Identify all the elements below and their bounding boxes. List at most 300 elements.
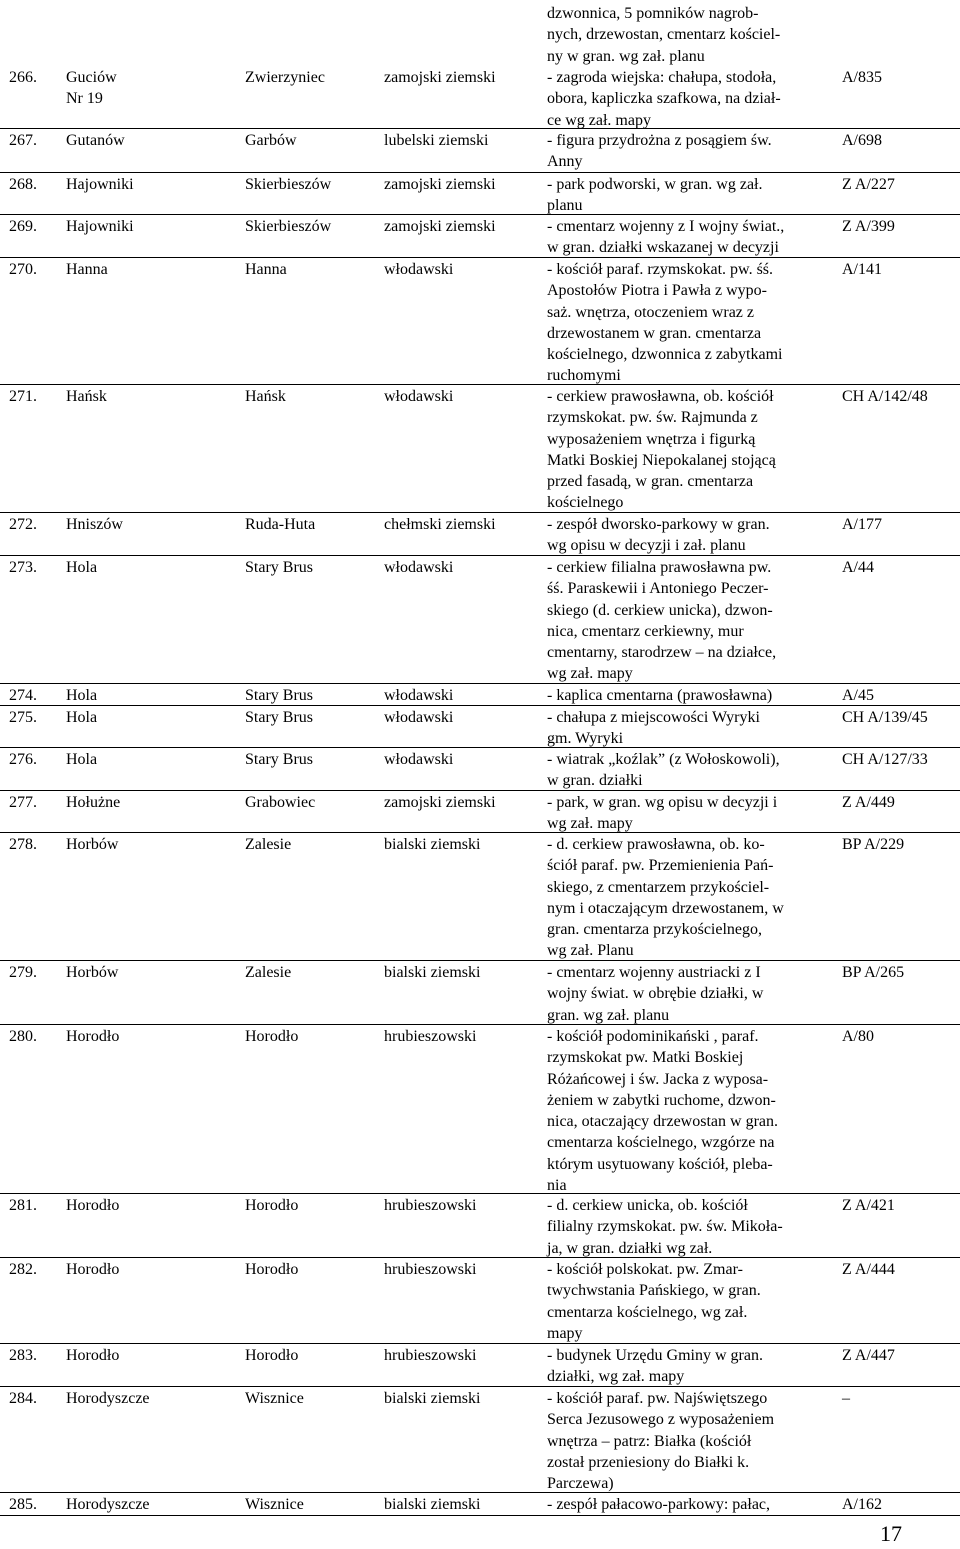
locality-line: Hniszów	[66, 516, 123, 533]
row-separator	[0, 257, 960, 258]
commune-line: Skierbieszów	[245, 218, 332, 235]
object-description	[547, 1195, 783, 1259]
locality-line: Hola	[66, 751, 98, 768]
county	[384, 792, 496, 813]
object-description-line: wg zał. mapy	[547, 665, 633, 683]
register-number	[842, 707, 928, 728]
register-number	[842, 259, 882, 280]
locality	[66, 792, 120, 813]
commune	[245, 834, 291, 855]
object-description-line: planu	[547, 197, 583, 215]
county	[384, 685, 453, 706]
county	[384, 557, 453, 578]
object-description-line: obora, kapliczka szafkowa, na dział-	[547, 90, 781, 108]
commune-line: Hańsk	[245, 388, 286, 405]
commune	[245, 792, 315, 813]
object-description-line: gran. wg zał. planu	[547, 1006, 670, 1024]
object-description-line: cmentarny, starodrzew – na działce,	[547, 644, 777, 662]
commune-line: Garbów	[245, 132, 297, 149]
commune	[245, 130, 297, 151]
row-separator	[0, 1024, 960, 1025]
object-description-line: skiego (d. cerkiew unicka), dzwon-	[547, 601, 773, 619]
object-description-line: - figura przydrożna z posągiem św.	[547, 132, 772, 149]
locality	[66, 259, 108, 280]
register-number-line: CH A/142/48	[842, 388, 928, 405]
row-number-line: 281.	[9, 1197, 37, 1214]
object-description	[547, 834, 784, 962]
row-number	[9, 557, 37, 578]
object-description-line: ruchomymi	[547, 367, 621, 385]
object-description-line: Różańcowej i św. Jacka z wyposa-	[547, 1070, 769, 1088]
locality	[66, 1259, 119, 1280]
register-number	[842, 67, 882, 88]
page-number: 17	[880, 1521, 902, 1546]
register-number	[842, 685, 874, 706]
commune	[245, 962, 291, 983]
row-number	[9, 514, 37, 535]
object-description-line: rzymskokat pw. Matki Boskiej	[547, 1049, 744, 1067]
row-number-line: 271.	[9, 388, 37, 405]
object-description	[547, 749, 780, 792]
object-description-line: gran. cmentarza przykościelnego,	[547, 921, 763, 939]
county	[384, 834, 480, 855]
object-description	[547, 1494, 770, 1515]
object-description-line: Apostołów Piotra i Pawła z wypo-	[547, 282, 767, 300]
locality-line: Hołużne	[66, 794, 121, 811]
locality-line: Hola	[66, 559, 98, 576]
locality	[66, 1026, 119, 1047]
object-description-line: wg zał. Planu	[547, 942, 634, 960]
row-separator	[0, 747, 960, 748]
object-description-line: - wiatrak „koźlak” (z Wołoskowoli),	[547, 751, 780, 768]
commune	[245, 1345, 298, 1366]
locality	[66, 685, 97, 706]
commune-line: Horodło	[245, 1347, 299, 1364]
locality	[66, 1494, 150, 1515]
continuation-text-line: dzwonnica, 5 pomników nagrob-	[547, 5, 759, 22]
object-description-line: - kościół podominikański , paraf.	[547, 1028, 759, 1045]
commune-line: Zwierzyniec	[245, 69, 325, 86]
commune	[245, 1388, 304, 1409]
object-description-line: - zespół pałacowo-parkowy: pałac,	[547, 1496, 771, 1513]
object-description-line: filialny rzymskokat. pw. św. Mikoła-	[547, 1218, 783, 1236]
row-number-line: 267.	[9, 132, 37, 149]
row-number	[9, 962, 37, 983]
locality-line: Horodyszcze	[66, 1496, 150, 1513]
county	[384, 67, 496, 88]
row-separator	[0, 384, 960, 385]
object-description	[547, 1345, 763, 1388]
row-number-line: 283.	[9, 1347, 37, 1364]
county-line: włodawski	[384, 709, 454, 726]
row-number	[9, 792, 37, 813]
object-description	[547, 67, 781, 131]
object-description	[547, 707, 760, 750]
row-number	[9, 386, 37, 407]
object-description-line: saż. wnętrza, otoczeniem wraz z	[547, 303, 754, 321]
locality-line: Horodło	[66, 1261, 120, 1278]
commune-line: Stary Brus	[245, 751, 313, 768]
object-description-line: twychwstania Pańskiego, w gran.	[547, 1282, 761, 1300]
row-number	[9, 1259, 37, 1280]
object-description-line: - park podworski, w gran. wg zał.	[547, 176, 763, 193]
object-description-line: cmentarza kościelnego, wg zał.	[547, 1303, 748, 1321]
register-number	[842, 749, 928, 770]
row-number-line: 269.	[9, 218, 37, 235]
row-number-line: 275.	[9, 709, 37, 726]
locality	[66, 514, 123, 535]
commune	[245, 707, 313, 728]
county-line: zamojski ziemski	[384, 218, 496, 235]
locality	[66, 834, 118, 855]
locality-line: Horbów	[66, 964, 119, 981]
row-number	[9, 1195, 37, 1216]
row-number-line: 274.	[9, 687, 37, 704]
locality-line: Horodło	[66, 1197, 120, 1214]
row-number	[9, 834, 37, 855]
object-description	[547, 1388, 774, 1494]
register-number	[842, 792, 895, 813]
object-description-line: w gran. działki wskazanej w decyzji	[547, 239, 779, 257]
register-number	[842, 1345, 895, 1366]
commune-line: Zalesie	[245, 836, 292, 853]
row-separator	[0, 1257, 960, 1258]
county	[384, 1026, 476, 1047]
county	[384, 1195, 476, 1216]
commune	[245, 1195, 298, 1216]
register-number-line: A/45	[842, 687, 874, 704]
locality	[66, 962, 118, 983]
object-description-line: - chałupa z miejscowości Wyryki	[547, 709, 760, 726]
register-number-line: Z A/447	[842, 1347, 895, 1364]
row-number	[9, 749, 37, 770]
register-number-line: A/698	[842, 132, 882, 149]
commune-line: Horodło	[245, 1261, 299, 1278]
county-line: chełmski ziemski	[384, 516, 496, 533]
register-number-line: Z A/227	[842, 176, 895, 193]
county-line: włodawski	[384, 751, 454, 768]
locality	[66, 1195, 119, 1216]
commune	[245, 1026, 298, 1047]
object-description-line: Anny	[547, 153, 583, 171]
row-separator	[0, 214, 960, 215]
commune-line: Stary Brus	[245, 687, 313, 704]
row-separator	[0, 555, 960, 556]
register-number	[842, 1494, 882, 1515]
object-description-line: wojny świat. w obrębie działki, w	[547, 985, 764, 1003]
county	[384, 514, 496, 535]
row-number-line: 277.	[9, 794, 37, 811]
county	[384, 1388, 480, 1409]
locality-line: Hola	[66, 687, 98, 704]
object-description-line: działki, wg zał. mapy	[547, 1368, 685, 1386]
county-line: włodawski	[384, 559, 454, 576]
object-description-line: nia	[547, 1177, 567, 1195]
locality-line: Horbów	[66, 836, 119, 853]
object-description-line: drzewostanem w gran. cmentarza	[547, 324, 762, 342]
county	[384, 749, 453, 770]
county-line: włodawski	[384, 687, 454, 704]
register-number	[842, 1259, 895, 1280]
object-description-line: nica, otaczający drzewostan w gran.	[547, 1113, 778, 1131]
commune-line: Horodło	[245, 1197, 299, 1214]
row-number	[9, 707, 37, 728]
locality	[66, 216, 134, 237]
object-description	[547, 130, 772, 173]
object-description	[547, 1259, 761, 1344]
commune-line: Zalesie	[245, 964, 292, 981]
commune-line: Stary Brus	[245, 709, 313, 726]
commune	[245, 174, 331, 195]
register-number	[842, 1026, 874, 1047]
row-number-line: 278.	[9, 836, 37, 853]
object-description-line: kościelnego, dzwonnica z zabytkami	[547, 346, 783, 364]
row-number	[9, 1388, 37, 1409]
locality-line: Gutanów	[66, 132, 125, 149]
locality	[66, 130, 125, 151]
continuation-text-line: ny w gran. wg zał. planu	[547, 47, 705, 65]
commune-line: Hanna	[245, 261, 287, 278]
row-separator	[0, 832, 960, 833]
object-description	[547, 259, 782, 387]
register-number	[842, 514, 882, 535]
row-number-line: 268.	[9, 176, 37, 193]
register-number-line: BP A/229	[842, 836, 905, 853]
register-number	[842, 130, 882, 151]
register-number-line: –	[842, 1390, 850, 1407]
object-description-line: wg zał. mapy	[547, 815, 633, 833]
object-description-line: - park, w gran. wg opisu w decyzji i	[547, 794, 778, 811]
row-number-line: 284.	[9, 1390, 37, 1407]
county	[384, 1345, 476, 1366]
locality	[66, 1345, 119, 1366]
row-number-line: 276.	[9, 751, 37, 768]
county-line: bialski ziemski	[384, 836, 481, 853]
commune-line: Ruda-Huta	[245, 516, 316, 533]
object-description-line: - cmentarz wojenny austriacki z I	[547, 964, 761, 981]
row-separator	[0, 705, 960, 706]
register-number	[842, 174, 895, 195]
object-description	[547, 216, 784, 259]
locality-line: Hajowniki	[66, 176, 134, 193]
object-description	[547, 514, 770, 557]
object-description-line: - d. cerkiew unicka, ob. kościół	[547, 1197, 748, 1214]
county	[384, 259, 453, 280]
object-description-line: - cerkiew prawosławna, ob. kościół	[547, 388, 774, 405]
object-description-line: ce wg zał. mapy	[547, 111, 651, 129]
row-number-line: 282.	[9, 1261, 37, 1278]
register-number-line: Z A/449	[842, 794, 895, 811]
commune	[245, 67, 325, 88]
row-separator	[0, 790, 960, 791]
row-number-line: 270.	[9, 261, 37, 278]
object-description-line: skiego, z cmentarzem przykościel-	[547, 878, 770, 896]
row-number-line: 280.	[9, 1028, 37, 1045]
register-number-line: A/177	[842, 516, 882, 533]
row-number	[9, 1026, 37, 1047]
register-number	[842, 962, 904, 983]
register-number	[842, 216, 895, 237]
continuation-text	[547, 3, 780, 67]
object-description-line: kościelnego	[547, 494, 624, 512]
locality-line: Hanna	[66, 261, 108, 278]
register-number	[842, 834, 904, 855]
locality	[66, 386, 107, 407]
object-description-line: przed fasadą, w gran. cmentarza	[547, 473, 754, 491]
locality	[66, 174, 134, 195]
county-line: hrubieszowski	[384, 1028, 477, 1045]
commune-line: Stary Brus	[245, 559, 313, 576]
county-line: lubelski ziemski	[384, 132, 489, 149]
commune	[245, 685, 313, 706]
row-number	[9, 174, 37, 195]
county-line: zamojski ziemski	[384, 69, 496, 86]
county-line: bialski ziemski	[384, 1496, 481, 1513]
row-separator	[0, 172, 960, 173]
commune	[245, 1259, 298, 1280]
locality	[66, 557, 97, 578]
object-description-line: w gran. działki	[547, 772, 643, 790]
object-description	[547, 962, 763, 1026]
object-description-line: - zagroda wiejska: chałupa, stodoła,	[547, 69, 777, 86]
row-number-line: 285.	[9, 1496, 37, 1513]
locality-line: Horodło	[66, 1347, 120, 1364]
register-number-line: A/835	[842, 69, 882, 86]
commune	[245, 1494, 304, 1515]
row-separator	[0, 128, 960, 129]
county-line: hrubieszowski	[384, 1261, 477, 1278]
register-number	[842, 386, 928, 407]
register-number-line: Z A/399	[842, 218, 895, 235]
object-description-line: wyposażeniem wnętrza i figurką	[547, 430, 756, 448]
commune	[245, 749, 313, 770]
locality	[66, 67, 117, 110]
locality	[66, 1388, 150, 1409]
object-description-line: - kościół paraf. rzymskokat. pw. śś.	[547, 261, 774, 278]
object-description	[547, 557, 776, 685]
object-description-line: śś. Paraskewii i Antoniego Peczer-	[547, 580, 769, 598]
register-number-line: Z A/444	[842, 1261, 895, 1278]
locality-line: Horodło	[66, 1028, 120, 1045]
row-number	[9, 259, 37, 280]
commune-line: Wisznice	[245, 1390, 304, 1407]
locality-line: Hańsk	[66, 388, 107, 405]
locality-line: Nr 19	[66, 90, 103, 108]
row-number	[9, 1494, 37, 1515]
object-description-line: Matki Boskiej Niepokalanej stojącą	[547, 451, 776, 469]
commune	[245, 557, 313, 578]
row-separator	[0, 683, 960, 684]
register-number-line: CH A/127/33	[842, 751, 928, 768]
row-number	[9, 685, 37, 706]
object-description-line: nym i otaczającym drzewostanem, w	[547, 899, 784, 917]
object-description-line: żeniem w zabytki ruchome, dzwon-	[547, 1091, 776, 1109]
object-description-line: - kościół polskokat. pw. Zmar-	[547, 1261, 743, 1278]
commune-line: Horodło	[245, 1028, 299, 1045]
object-description-line: - kaplica cmentarna (prawosławna)	[547, 687, 773, 704]
county	[384, 216, 496, 237]
register-number	[842, 1388, 850, 1409]
object-description-line: ściół paraf. pw. Przemienienia Pań-	[547, 857, 774, 875]
object-description-line: - cerkiew filialna prawosławna pw.	[547, 559, 772, 576]
object-description	[547, 174, 763, 217]
object-description-line: - d. cerkiew prawosławna, ob. ko-	[547, 836, 765, 853]
register-number-line: A/44	[842, 559, 874, 576]
continuation-text-line: nych, drzewostan, cmentarz kościel-	[547, 26, 781, 44]
county-line: zamojski ziemski	[384, 794, 496, 811]
object-description-line: - budynek Urzędu Gminy w gran.	[547, 1347, 763, 1364]
county-line: hrubieszowski	[384, 1347, 477, 1364]
row-separator	[0, 1492, 960, 1493]
county-line: hrubieszowski	[384, 1197, 477, 1214]
row-number	[9, 216, 37, 237]
object-description	[547, 386, 776, 514]
object-description-line: mapy	[547, 1324, 583, 1342]
county	[384, 1259, 476, 1280]
object-description-line: nica, cmentarz cerkiewny, mur	[547, 622, 744, 640]
object-description-line: - zespół dworsko-parkowy w gran.	[547, 516, 770, 533]
object-description	[547, 792, 777, 835]
register-number-line: A/162	[842, 1496, 882, 1513]
object-description-line: którym usytuowany kościół, pleba-	[547, 1155, 773, 1173]
register-number-line: Z A/421	[842, 1197, 895, 1214]
commune-line: Wisznice	[245, 1496, 304, 1513]
row-separator	[0, 512, 960, 513]
county	[384, 174, 496, 195]
object-description-line: - cmentarz wojenny z I wojny świat.,	[547, 218, 785, 235]
county	[384, 130, 488, 151]
locality	[66, 749, 97, 770]
locality-line: Guciów	[66, 69, 117, 86]
object-description-line: wg opisu w decyzji i zał. planu	[547, 537, 746, 555]
commune-line: Grabowiec	[245, 794, 316, 811]
register-number	[842, 557, 874, 578]
row-number	[9, 67, 37, 88]
register-number-line: BP A/265	[842, 964, 905, 981]
row-separator	[0, 960, 960, 961]
object-description-line: rzymskokat. pw. św. Rajmunda z	[547, 409, 758, 427]
county	[384, 1494, 480, 1515]
commune	[245, 216, 331, 237]
object-description	[547, 685, 772, 706]
county-line: włodawski	[384, 261, 454, 278]
row-number-line: 272.	[9, 516, 37, 533]
object-description-line: - kościół paraf. pw. Najświętszego	[547, 1390, 768, 1407]
object-description-line: ja, w gran. działki wg zał.	[547, 1239, 713, 1257]
commune	[245, 259, 287, 280]
county	[384, 386, 453, 407]
object-description-line: Serca Jezusowego z wyposażeniem	[547, 1411, 775, 1429]
row-number	[9, 1345, 37, 1366]
commune-line: Skierbieszów	[245, 176, 332, 193]
row-number	[9, 130, 37, 151]
register-number-line: CH A/139/45	[842, 709, 928, 726]
object-description-line: Parczewa)	[547, 1475, 614, 1493]
county	[384, 707, 453, 728]
register-number-line: A/80	[842, 1028, 874, 1045]
county-line: włodawski	[384, 388, 454, 405]
register-number	[842, 1195, 895, 1216]
register-number-line: A/141	[842, 261, 882, 278]
row-number-line: 273.	[9, 559, 37, 576]
county	[384, 962, 480, 983]
locality-line: Hola	[66, 709, 98, 726]
county-line: bialski ziemski	[384, 1390, 481, 1407]
object-description-line: gm. Wyryki	[547, 730, 624, 748]
row-number-line: 279.	[9, 964, 37, 981]
locality-line: Hajowniki	[66, 218, 134, 235]
object-description-line: cmentarza kościelnego, wzgórze na	[547, 1134, 775, 1152]
